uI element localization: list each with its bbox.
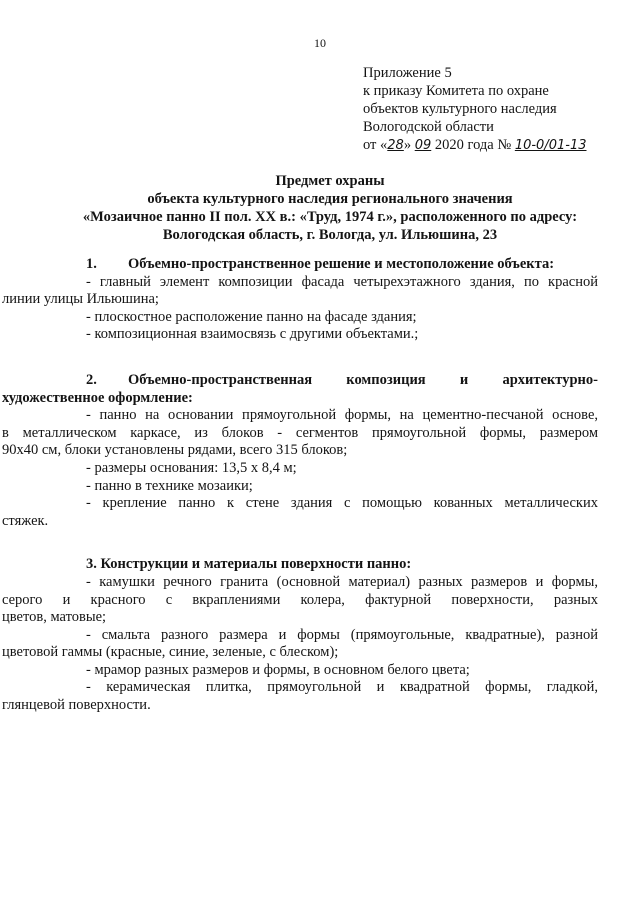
section3-item-cont: цветовой гаммы (красные, синие, зеленые, с блеском); xyxy=(2,644,339,661)
appendix-line: к приказу Комитета по охране xyxy=(363,83,549,99)
section1-item: - композиционная взаимосвязь с другими объектами.; xyxy=(86,326,419,343)
section1-item: - плоскостное расположение панно на фасаде здания; xyxy=(86,308,417,325)
date-prefix: от « xyxy=(363,137,388,153)
appendix-line: объектов культурного наследия xyxy=(363,101,557,117)
section2-heading-cont: художественное оформление: xyxy=(2,389,193,406)
handwritten-day: 28 xyxy=(387,138,404,153)
title-line: Предмет охраны xyxy=(275,173,385,189)
section1-number: 1. xyxy=(86,256,97,272)
section2-item: - панно в технике мозаики; xyxy=(86,477,253,494)
title-line: Вологодская область, г. Вологда, ул. Ильюшина, 23 xyxy=(162,227,498,243)
section1-heading xyxy=(86,256,598,274)
section2-number-word: 2. Объемно-пространственная xyxy=(86,371,313,388)
appendix-block xyxy=(363,64,587,155)
appendix-line: Вологодской области xyxy=(363,119,494,135)
section2-heading-word: и xyxy=(459,371,469,388)
section2-heading-word: архитектурно- xyxy=(502,371,598,388)
document-title xyxy=(60,172,600,244)
section3-item: - камушки речного гранита (основной материал) разных размеров и формы, xyxy=(86,573,598,590)
section2-item-cont: стяжек. xyxy=(2,512,49,529)
section3-item: - мрамор разных размеров и формы, в основном белого цвета; xyxy=(86,661,470,678)
section2-number: 2. xyxy=(86,371,97,388)
section3-item-cont: серого и красного с вкраплениями колера, фактурной поверхности, разных xyxy=(2,591,598,608)
section3-item: - керамическая плитка, прямоугольной и квадратной формы, гладкой, xyxy=(86,679,598,696)
section1-item-cont: линии улицы Ильюшина; xyxy=(2,291,159,308)
section2-item: - крепление панно к стене здания с помощью кованных металлических xyxy=(86,495,598,512)
section3-item: - смальта разного размера и формы (прямоугольные, квадратные), разной xyxy=(86,626,598,643)
section2-item-cont: 90х40 см, блоки установлены рядами, всего 315 блоков; xyxy=(2,442,348,459)
section2-item: - панно на основании прямоугольной формы, на цементно-песчаной основе, xyxy=(86,407,598,424)
section2-heading-word: композиция xyxy=(346,371,426,388)
date-year: 2020 года № xyxy=(431,137,515,153)
appendix-line: Приложение 5 xyxy=(363,65,452,81)
handwritten-order-number: 10-0/01-13 xyxy=(514,138,587,153)
section2-item: - размеры основания: 13,5 х 8,4 м; xyxy=(86,459,297,476)
section3-item-cont: глянцевой поверхности. xyxy=(2,697,151,714)
section2-heading xyxy=(86,372,598,390)
appendix-date-line xyxy=(363,136,587,155)
section1-item: - главный элемент композиции фасада четырехэтажного здания, по красной xyxy=(86,273,598,290)
title-line: объекта культурного наследия регионального значения xyxy=(147,191,513,207)
page-number: 10 xyxy=(314,36,326,50)
date-mid: » xyxy=(403,137,415,153)
title-line: «Мозаичное панно II пол. XX в.: «Труд, 1974 г.», расположенного по адресу: xyxy=(82,209,578,225)
section3-item-cont: цветов, матовые; xyxy=(2,609,107,626)
document-body xyxy=(2,256,598,715)
section1-heading-text: Объемно-пространственное решение и местоположение объекта: xyxy=(128,256,555,272)
handwritten-month: 09 xyxy=(414,138,432,153)
section3-heading: 3. Конструкции и материалы поверхности панно: xyxy=(86,556,412,573)
section2-item-cont: в металлическом каркасе, из блоков - сегментов прямоугольной формы, размером xyxy=(2,424,598,441)
